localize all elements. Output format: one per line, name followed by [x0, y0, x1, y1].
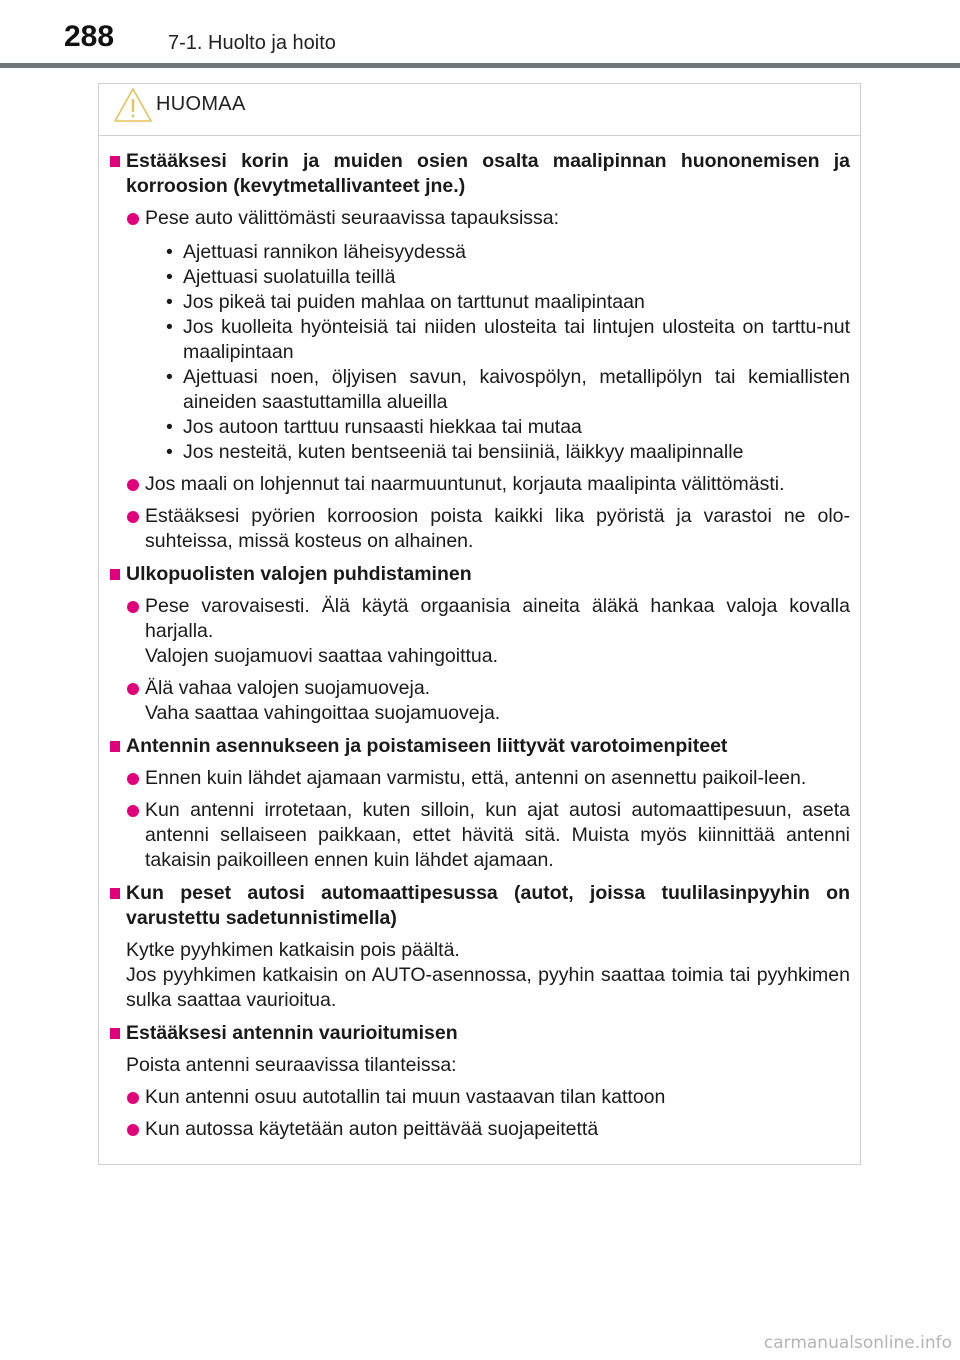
- section-square-icon: [110, 888, 120, 899]
- bullet-dot-icon: [127, 511, 139, 523]
- bullet-dot-icon: [127, 805, 139, 817]
- bullet-dot-icon: [127, 773, 139, 785]
- list-item: [126, 504, 850, 554]
- section-title: Antennin asennukseen ja poistamiseen liittyvät varotoimenpiteet: [126, 735, 728, 757]
- list-item-text: Pese auto välittömästi seuraavissa tapauksissa:: [145, 207, 560, 229]
- bullet-dot-icon: [127, 601, 139, 613]
- list-item-note: Vaha saattaa vahingoittaa suojamuoveja.: [145, 702, 501, 724]
- sub-list-item: • Jos pikeä tai puiden mahlaa on tarttunut maalipintaan: [166, 291, 645, 313]
- sub-list-item: • Jos nesteitä, kuten bentseeniä tai bensiiniä, läikkyy maalipinnalle: [166, 441, 744, 463]
- list-item: [126, 472, 850, 497]
- paragraph-line: Jos pyyhkimen katkaisin on AUTO-asennossa, pyyhin saattaa toimia tai pyyhkimen sulka saattaa vaurioitua.: [126, 964, 850, 1011]
- list-item-text: Jos maali on lohjennut tai naarmuuntunut, korjauta maalipinta välittömästi.: [145, 473, 785, 495]
- list-item-note: Valojen suojamuovi saattaa vahingoittua.: [145, 645, 499, 667]
- notice-section: [110, 1021, 850, 1142]
- sub-list-item: • Ajettuasi suolatuilla teillä: [166, 266, 396, 288]
- section-square-icon: [110, 156, 120, 167]
- list-item-text: Kun autossa käytetään auton peittävää suojapeitettä: [145, 1118, 599, 1140]
- paragraph-line: Kytke pyyhkimen katkaisin pois päältä.: [126, 939, 460, 961]
- notice-section: [110, 562, 850, 726]
- list-item: [126, 206, 850, 465]
- list-item-text: Pese varovaisesti. Älä käytä orgaanisia aineita äläkä hankaa valoja kovalla harjalla.: [145, 595, 850, 642]
- sub-list-item: • Ajettuasi noen, öljyisen savun, kaivospölyn, metallipölyn tai kemiallisten aineiden saastuttamilla alueilla: [166, 366, 850, 413]
- bullet-dot-icon: [127, 213, 139, 225]
- list-item-text: Älä vahaa valojen suojamuoveja.: [145, 677, 431, 699]
- watermark: carmanualsonline.info: [763, 1333, 952, 1353]
- notice-title: HUOMAA: [156, 93, 246, 115]
- section-square-icon: [110, 1028, 120, 1039]
- sub-list-item: • Jos autoon tarttuu runsaasti hiekkaa tai mutaa: [166, 416, 582, 438]
- section-intro: Poista antenni seuraavissa tilanteissa:: [126, 1054, 457, 1076]
- section-title: Estääksesi antennin vaurioitumisen: [126, 1022, 458, 1044]
- notice-header: [99, 84, 860, 136]
- list-item: [126, 766, 850, 791]
- section-paragraph: [126, 938, 850, 1013]
- list-item-text: Kun antenni irrotetaan, kuten silloin, kun ajat autosi automaattipesuun, aseta antenni sellaiseen paikkaan, ettet hävitä sitä. Muista myös kiinnittää antenni takaisin paikoilleen ennen kuin lähdet ajamaan.: [145, 799, 850, 871]
- notice-section: [110, 734, 850, 873]
- section-square-icon: [110, 569, 120, 580]
- list-item: [126, 798, 850, 873]
- list-item: [126, 676, 850, 726]
- sub-list-item: • Jos kuolleita hyönteisiä tai niiden ulosteita tai lintujen ulosteita on tarttu-nut maalipintaan: [166, 316, 850, 363]
- notice-box: [98, 83, 861, 1165]
- warning-triangle-icon: [113, 87, 153, 123]
- page-header: [0, 0, 960, 70]
- header-divider: [0, 63, 960, 68]
- page-number: 288: [64, 20, 115, 53]
- sub-list: [145, 240, 850, 465]
- list-item: [126, 594, 850, 669]
- list-item-text: Estääksesi pyörien korroosion poista kaikki lika pyöristä ja varastoi ne olo-suhteissa, missä kosteus on alhainen.: [145, 505, 850, 552]
- section-title: Ulkopuolisten valojen puhdistaminen: [126, 563, 472, 585]
- section-title: Estääksesi korin ja muiden osien osalta maalipinnan huononemisen ja korroosion (kevytmetallivanteet jne.): [126, 150, 850, 197]
- notice-body: [99, 135, 860, 1150]
- list-item: [126, 1117, 850, 1142]
- bullet-dot-icon: [127, 1124, 139, 1136]
- list-item: [126, 1085, 850, 1110]
- list-item-text: Kun antenni osuu autotallin tai muun vastaavan tilan kattoon: [145, 1086, 666, 1108]
- bullet-dot-icon: [127, 479, 139, 491]
- section-square-icon: [110, 741, 120, 752]
- bullet-dot-icon: [127, 683, 139, 695]
- notice-section: [110, 149, 850, 554]
- list-item-text: Ennen kuin lähdet ajamaan varmistu, että, antenni on asennettu paikoil-leen.: [145, 767, 807, 789]
- notice-section: [110, 881, 850, 1013]
- bullet-dot-icon: [127, 1092, 139, 1104]
- section-title: Kun peset autosi automaattipesussa (autot, joissa tuulilasinpyyhin on varustettu sadetunnistimella): [126, 882, 850, 929]
- sub-list-item: • Ajettuasi rannikon läheisyydessä: [166, 241, 466, 263]
- chapter-title: 7-1. Huolto ja hoito: [168, 32, 336, 54]
